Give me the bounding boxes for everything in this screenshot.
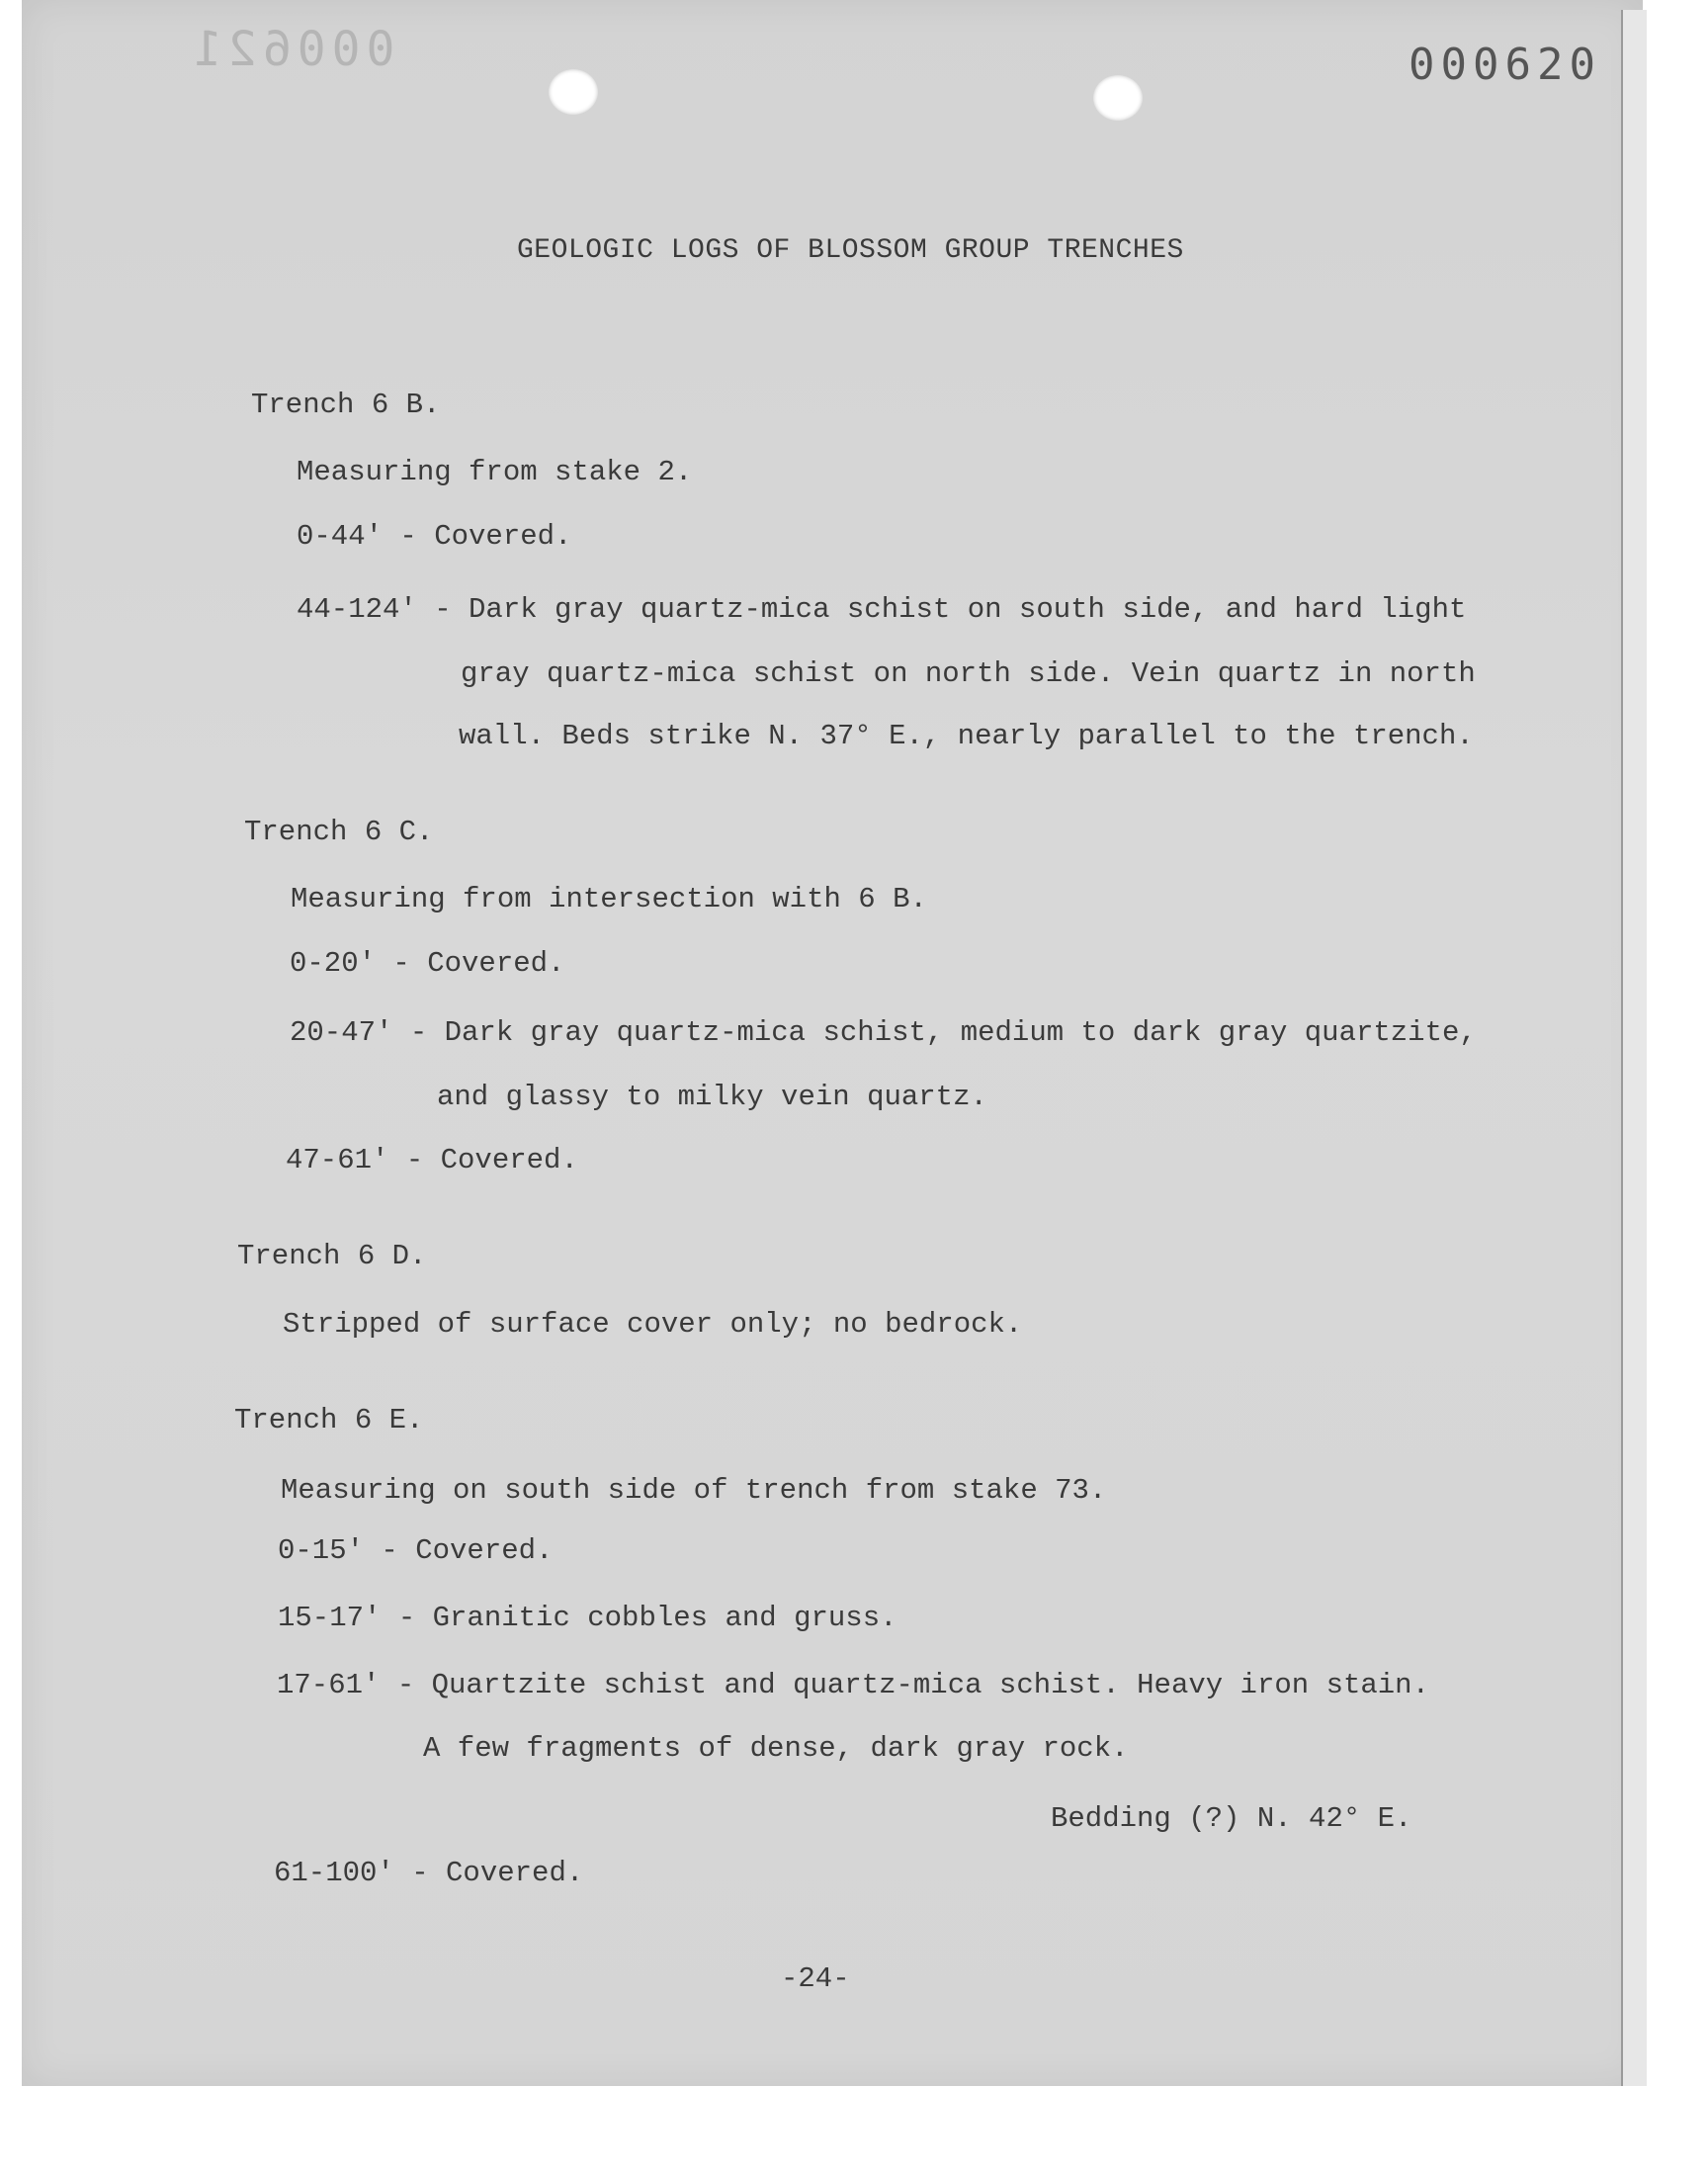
ghost-page-stamp: 000621 (188, 22, 395, 77)
trench-6c-entry-2-line-2: and glassy to milky vein quartz. (437, 1081, 987, 1113)
trench-6b-measure: Measuring from stake 2. (297, 456, 693, 488)
trench-6e-entry-2: 15-17' - Granitic cobbles and gruss. (278, 1602, 897, 1634)
trench-6b-entry-1: 0-44' - Covered. (297, 520, 572, 553)
document-title: GEOLOGIC LOGS OF BLOSSOM GROUP TRENCHES (517, 235, 1184, 266)
trench-6d-heading: Trench 6 D. (237, 1240, 427, 1272)
trench-6c-measure: Measuring from intersection with 6 B. (291, 883, 927, 915)
trench-6c-entry-2-line-1: 20-47' - Dark gray quartz-mica schist, medium to dark gray quartzite, (290, 1016, 1477, 1049)
page-number: -24- (781, 1962, 850, 1995)
trench-6b-entry-2-line-1: 44-124' - Dark gray quartz-mica schist on south side, and hard light (297, 593, 1467, 626)
trench-6e-entry-1: 0-15' - Covered. (278, 1534, 554, 1567)
trench-6e-measure: Measuring on south side of trench from stake 73. (281, 1474, 1107, 1507)
trench-6b-entry-2-line-3: wall. Beds strike N. 37° E., nearly parallel to the trench. (459, 720, 1474, 752)
trench-6e-entry-3-line-2: A few fragments of dense, dark gray rock. (423, 1732, 1129, 1765)
trench-6b-entry-2-line-2: gray quartz-mica schist on north side. Vein quartz in north (461, 657, 1476, 690)
page-stamp-number: 000620 (1409, 40, 1601, 90)
trench-6e-heading: Trench 6 E. (234, 1404, 424, 1436)
trench-6e-bedding: Bedding (?) N. 42° E. (1051, 1802, 1412, 1835)
trench-6c-entry-1: 0-20' - Covered. (290, 947, 565, 980)
trench-6e-entry-3-line-1: 17-61' - Quartzite schist and quartz-mica schist. Heavy iron stain. (277, 1669, 1429, 1701)
trench-6b-heading: Trench 6 B. (251, 389, 441, 421)
trench-6e-entry-4: 61-100' - Covered. (274, 1857, 584, 1889)
trench-6c-entry-3: 47-61' - Covered. (286, 1144, 578, 1176)
trench-6c-heading: Trench 6 C. (244, 816, 434, 848)
trench-6d-note: Stripped of surface cover only; no bedrock. (283, 1308, 1023, 1341)
